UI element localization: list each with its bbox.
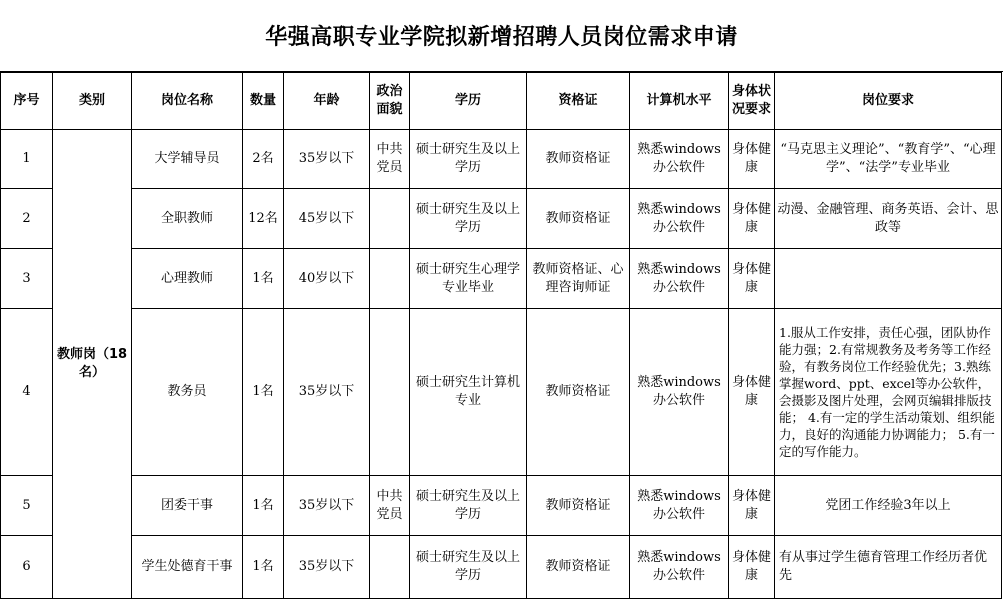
cell-health: 身体健康 <box>729 189 775 249</box>
cell-count: 12名 <box>243 189 284 249</box>
cell-health: 身体健康 <box>729 309 775 476</box>
header-no: 序号 <box>1 73 53 130</box>
cell-certificate: 教师资格证 <box>527 130 630 189</box>
header-computer: 计算机水平 <box>630 73 729 130</box>
cell-certificate: 教师资格证 <box>527 189 630 249</box>
header-count: 数量 <box>243 73 284 130</box>
header-requirements: 岗位要求 <box>775 73 1002 130</box>
header-category: 类别 <box>53 73 132 130</box>
cell-certificate: 教师资格证 <box>527 476 630 536</box>
table-row <box>1 309 1002 476</box>
cell-requirements <box>775 249 1002 309</box>
cell-no: 1 <box>1 130 53 189</box>
cell-certificate: 教师资格证 <box>527 309 630 476</box>
cell-position: 大学辅导员 <box>132 130 243 189</box>
cell-no: 5 <box>1 476 53 536</box>
cell-position: 学生处德育干事 <box>132 536 243 599</box>
cell-computer: 熟悉windows办公软件 <box>630 536 729 599</box>
cell-count: 2名 <box>243 130 284 189</box>
cell-political <box>370 536 410 599</box>
cell-no: 2 <box>1 189 53 249</box>
cell-count: 1名 <box>243 309 284 476</box>
document-title-bar <box>0 0 1003 72</box>
cell-requirements: 1.服从工作安排，责任心强，团队协作能力强；2.有常规教务及考务等工作经验，有教务岗位工作经验优先；3.熟练掌握word、ppt、excel等办公软件，会摄影及图片处理，会网页编辑排版技能； 4.有一定的学生活动策划、组织能力，良好的沟通能力协调能力； 5.有一定的写作能力。 <box>775 309 1002 476</box>
cell-political <box>370 189 410 249</box>
cell-requirements: 党团工作经验3年以上 <box>775 476 1002 536</box>
cell-computer: 熟悉windows办公软件 <box>630 476 729 536</box>
cell-education: 硕士研究生及以上学历 <box>410 130 527 189</box>
cell-position: 全职教师 <box>132 189 243 249</box>
job-requirements-table <box>0 72 1002 599</box>
cell-age: 35岁以下 <box>284 476 370 536</box>
cell-political <box>370 249 410 309</box>
cell-no: 4 <box>1 309 53 476</box>
cell-position: 团委干事 <box>132 476 243 536</box>
cell-no: 3 <box>1 249 53 309</box>
cell-computer: 熟悉windows办公软件 <box>630 189 729 249</box>
cell-certificate: 教师资格证 <box>527 536 630 599</box>
cell-certificate: 教师资格证、心理咨询师证 <box>527 249 630 309</box>
cell-age: 45岁以下 <box>284 189 370 249</box>
cell-count: 1名 <box>243 249 284 309</box>
cell-age: 35岁以下 <box>284 309 370 476</box>
table-row <box>1 476 1002 536</box>
cell-health: 身体健康 <box>729 249 775 309</box>
cell-category: 教师岗（18名） <box>53 130 132 599</box>
cell-education: 硕士研究生计算机专业 <box>410 309 527 476</box>
cell-requirements: 动漫、金融管理、商务英语、会计、思政等 <box>775 189 1002 249</box>
cell-count: 1名 <box>243 536 284 599</box>
cell-age: 40岁以下 <box>284 249 370 309</box>
header-age: 年龄 <box>284 73 370 130</box>
cell-health: 身体健康 <box>729 536 775 599</box>
cell-age: 35岁以下 <box>284 536 370 599</box>
cell-no: 6 <box>1 536 53 599</box>
header-health: 身体状况要求 <box>729 73 775 130</box>
table-row <box>1 130 1002 189</box>
table-row <box>1 189 1002 249</box>
cell-political <box>370 309 410 476</box>
header-certificate: 资格证 <box>527 73 630 130</box>
document-title: 华强高职专业学院拟新增招聘人员岗位需求申请 <box>265 25 738 50</box>
cell-age: 35岁以下 <box>284 130 370 189</box>
cell-count: 1名 <box>243 476 284 536</box>
cell-political: 中共党员 <box>370 130 410 189</box>
cell-computer: 熟悉windows办公软件 <box>630 130 729 189</box>
table-row <box>1 536 1002 599</box>
cell-requirements: 有从事过学生德育管理工作经历者优先 <box>775 536 1002 599</box>
cell-computer: 熟悉windows办公软件 <box>630 309 729 476</box>
cell-education: 硕士研究生及以上学历 <box>410 536 527 599</box>
cell-education: 硕士研究生及以上学历 <box>410 476 527 536</box>
header-position: 岗位名称 <box>132 73 243 130</box>
cell-health: 身体健康 <box>729 130 775 189</box>
table-row <box>1 249 1002 309</box>
header-political: 政治面貌 <box>370 73 410 130</box>
cell-political: 中共党员 <box>370 476 410 536</box>
table-header-row <box>1 73 1002 130</box>
cell-requirements: “马克思主义理论”、“教育学”、“心理学”、“法学”专业毕业 <box>775 130 1002 189</box>
cell-education: 硕士研究生及以上学历 <box>410 189 527 249</box>
cell-education: 硕士研究生心理学专业毕业 <box>410 249 527 309</box>
cell-position: 心理教师 <box>132 249 243 309</box>
cell-computer: 熟悉windows办公软件 <box>630 249 729 309</box>
cell-health: 身体健康 <box>729 476 775 536</box>
cell-position: 教务员 <box>132 309 243 476</box>
header-education: 学历 <box>410 73 527 130</box>
